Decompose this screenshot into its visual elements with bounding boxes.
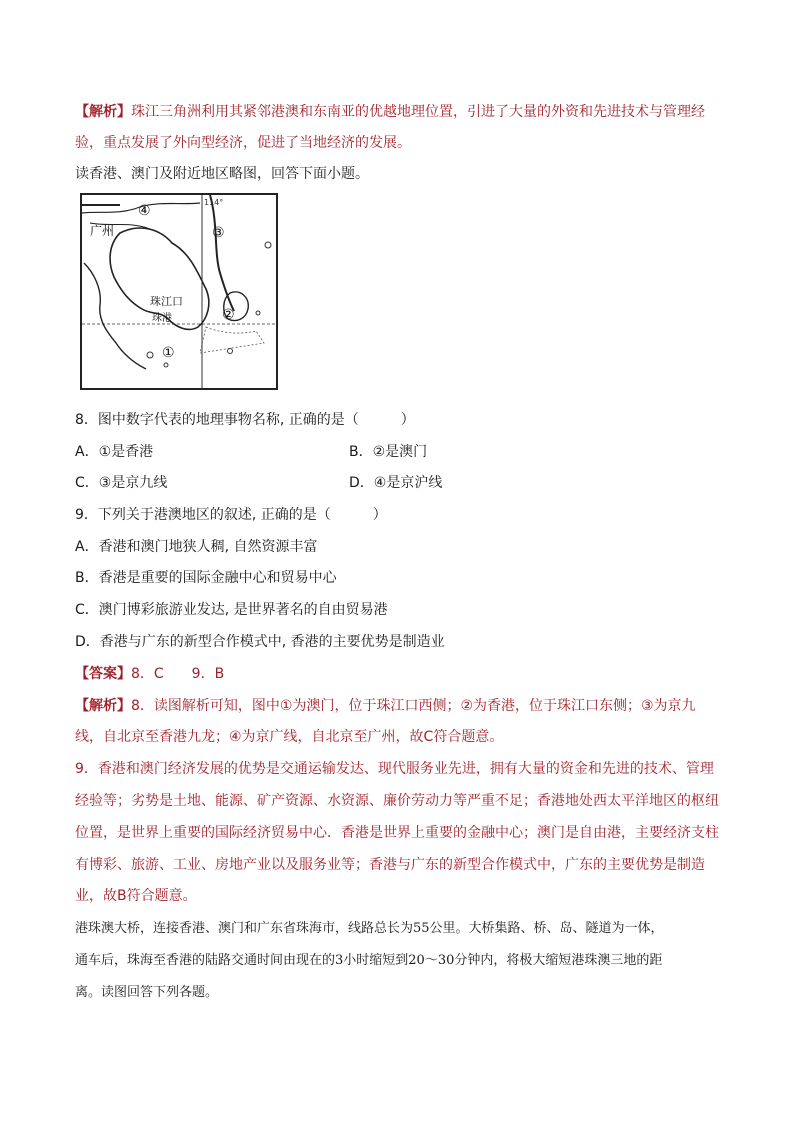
lon-label: 114°	[204, 198, 224, 207]
q9-option-b[interactable]: B．香港是重要的国际金融中心和贸易中心	[75, 570, 337, 586]
passage-line-3: 离。读图回答下列各题。	[75, 985, 219, 1000]
q9-option-a[interactable]: A．香港和澳门地狭人稠, 自然资源丰富	[75, 539, 318, 555]
analysis-2-line-5: 位置，是世界上重要的国际经济贸易中心．香港是世界上重要的金融中心；澳门是自由港，主要经济支柱	[75, 825, 719, 841]
marker-4: ④	[138, 203, 151, 219]
analysis-2-line-6: 有博彩、旅游、工业、房地产业以及服务业等；香港与广东的新型合作模式中，广东的主要优势是制造	[75, 857, 705, 873]
q9-option-d[interactable]: D．香港与广东的新型合作模式中, 香港的主要优势是制造业	[75, 634, 445, 650]
q8-option-a[interactable]: A．①是香港	[75, 444, 154, 460]
analysis-2-line-2: 线，自北京至香港九龙；④为京广线，自北京至广州，故C符合题意。	[75, 729, 504, 745]
q8-options-row-1	[75, 442, 715, 462]
q8-option-b[interactable]: B．②是澳门	[349, 444, 428, 460]
analysis-2-line-7: 业，故B符合题意。	[75, 888, 197, 904]
analysis-1-line-1: 【解析】珠江三角洲利用其紧邻港澳和东南亚的优越地理位置，引进了大量的外资和先进技术与管理经	[75, 104, 705, 120]
map-intro: 读香港、澳门及附近地区略图，回答下面小题。	[75, 166, 369, 182]
q9-option-c[interactable]: C．澳门博彩旅游业发达, 是世界著名的自由贸易港	[75, 602, 388, 618]
marker-1: ①	[162, 345, 175, 361]
passage-line-2: 通车后，珠海至香港的陆路交通时间由现在的3小时缩短到20～30分钟内，将极大缩短港珠澳三地的距	[75, 953, 663, 968]
answer	[75, 664, 224, 684]
q8-option-d[interactable]: D．④是京沪线	[349, 475, 443, 491]
analysis-tag: 【解析】	[75, 698, 131, 714]
label-estuary: 珠港	[152, 313, 172, 324]
q9-stem: 9．下列关于港澳地区的叙述, 正确的是（ ）	[75, 507, 387, 523]
analysis-2-line-4: 经验等；劣势是土地、能源、矿产资源、水资源、廉价劳动力等严重不足；香港地处西太平洋地区的枢纽	[75, 793, 719, 809]
analysis-2-line-3: 9．香港和澳门经济发展的优势是交通运输发达、现代服务业先进，拥有大量的资金和先进的技术、管理	[75, 761, 714, 777]
hk-macau-map	[80, 193, 278, 390]
analysis-1-line-2: 验，重点发展了外向型经济，促进了当地经济的发展。	[75, 135, 411, 151]
label-pearl-river: 珠江口	[150, 295, 183, 308]
answer-tag: 【答案】	[75, 666, 131, 682]
label-guangzhou: 广州	[90, 224, 115, 238]
q8-stem: 8．图中数字代表的地理事物名称, 正确的是（ ）	[75, 412, 415, 428]
marker-2: ②	[222, 307, 235, 323]
marker-3: ③	[212, 225, 225, 241]
answer-text: 8．C 9．B	[131, 666, 225, 682]
q8-option-c[interactable]: C．③是京九线	[75, 475, 168, 491]
q8-options-row-2	[75, 473, 715, 493]
analysis-tag: 【解析】	[75, 104, 131, 120]
passage-line-1: 港珠澳大桥，连接香港、澳门和广东省珠海市，线路总长为55公里。大桥集路、桥、岛、隧道为一体，	[75, 921, 664, 936]
analysis-2-line-1: 【解析】8．读图解析可知，图中①为澳门，位于珠江口西侧；②为香港，位于珠江口东侧；③为京九	[75, 698, 696, 714]
